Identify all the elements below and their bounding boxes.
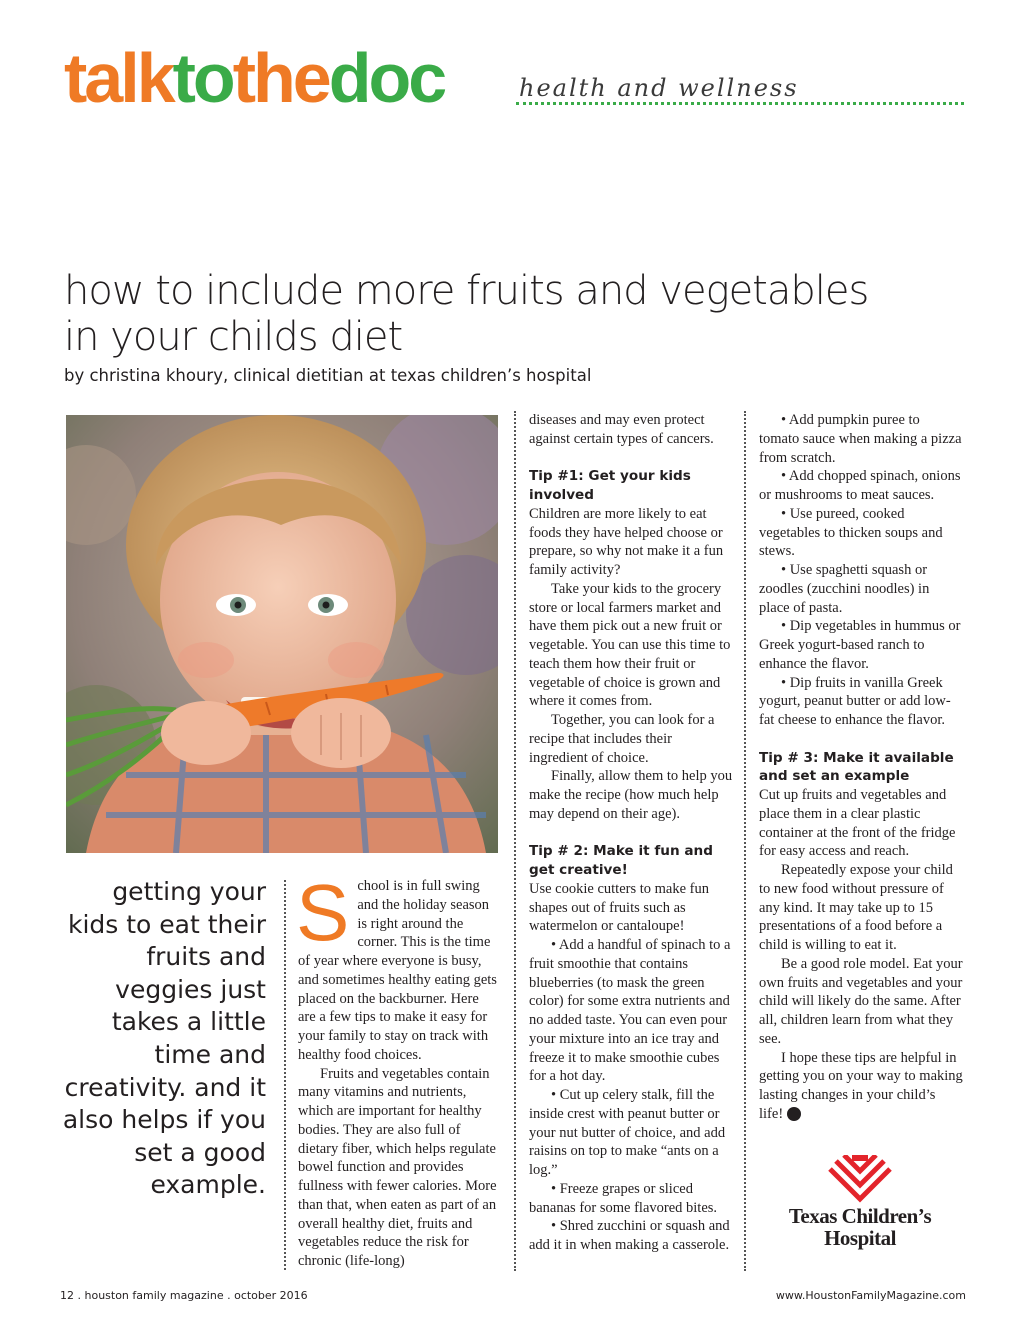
- texas-childrens-hospital-logo: [770, 1155, 950, 1265]
- body-paragraph: Fruits and vegetables contain many vitamins and nutrients, which are important for healthy bodies. They are also full of dietary fiber, which helps regulate bowel function and provides fullness with fewer calories. More than that, when eaten as part of an overall healthy diet, fruits and vegetables reduce the risk for chronic (life-long): [298, 1065, 497, 1269]
- body-paragraph: [759, 1049, 963, 1124]
- logo-name-line-2: Hospital: [824, 1226, 896, 1250]
- closing-text: I hope these tips are helpful in getting you on your way to making lasting changes in your child’s life!: [759, 1049, 963, 1122]
- body-paragraph: diseases and may even protect against certain types of cancers.: [529, 412, 714, 447]
- logo-name-line-1: Texas Children’s: [788, 1204, 932, 1228]
- bullet-item: • Add chopped spinach, onions or mushrooms to meat sauces.: [759, 468, 961, 503]
- column-divider-2: [514, 411, 516, 1271]
- texas-childrens-chevron-logo-icon: [770, 1155, 950, 1205]
- drop-cap: S: [296, 868, 350, 957]
- brand-word-to: to: [172, 39, 233, 117]
- byline: by christina khoury, clinical dietitian at texas children’s hospital: [64, 366, 592, 385]
- headline-line-2: in your childs diet: [64, 314, 403, 360]
- bullet-item: • Dip fruits in vanilla Greek yogurt, peanut butter or add low-fat cheese to enhance the flavor.: [759, 674, 951, 728]
- bullet-item: • Add a handful of spinach to a fruit smoothie that contains blueberries (to mask the green color) for some extra nutrients and no added taste. You can even pour your mixture into an ice tray and freeze it to make smoothie cubes for a hot day.: [529, 937, 731, 1085]
- pull-quote: getting your kids to eat their fruits and veggies just takes a little time and creativity. and it also helps if you set a good example.: [62, 877, 266, 1200]
- brand-word-talk: talk: [64, 39, 173, 117]
- bullet-item: • Dip vegetables in hummus or Greek yogurt-based ranch to enhance the flavor.: [759, 618, 961, 672]
- column-divider-3: [744, 411, 746, 1271]
- body-paragraph: Repeatedly expose your child to new food without pressure of any kind. It may take up to 15 presentations of a food before a child is willing to eat it.: [759, 862, 953, 953]
- header-dotted-rule: [516, 102, 964, 105]
- body-paragraph: Use cookie cutters to make fun shapes out of fruits such as watermelon or cantaloupe!: [529, 880, 709, 935]
- brand-word-doc: doc: [328, 39, 445, 117]
- body-paragraph: Finally, allow them to help you make the recipe (how much help may depend on their age).: [529, 768, 733, 822]
- body-paragraph: Children are more likely to eat foods they have helped choose or prepare, so why not make it a fun family activity?: [529, 505, 724, 578]
- body-paragraph: Be a good role model. Eat your own fruits and vegetables and your child will likely do the same. After all, children learn from what they see.: [759, 955, 963, 1047]
- article-column-3: [759, 411, 963, 1124]
- bullet-item: • Use pureed, cooked vegetables to thicken soups and stews.: [759, 505, 943, 560]
- column-divider-1: [284, 880, 286, 1270]
- tip-3-heading: Tip # 3: Make it available and set an example: [759, 749, 954, 785]
- body-paragraph: Cut up fruits and vegetables and place them in a clear plastic container at the front of the fridge for easy access and reach.: [759, 787, 956, 860]
- brand-word-the: the: [232, 39, 329, 117]
- body-paragraph: Together, you can look for a recipe that includes their ingredient of choice.: [529, 712, 715, 766]
- article-headline: [64, 268, 944, 360]
- tip-1-heading: Tip #1: Get your kids involved: [529, 468, 691, 503]
- article-column-1: [296, 868, 500, 1271]
- tip-2-heading: Tip # 2: Make it fun and get creative!: [529, 843, 713, 878]
- bullet-item: • Freeze grapes or sliced bananas for some flavored bites.: [529, 1180, 718, 1216]
- body-paragraph: Take your kids to the grocery store or local farmers market and have them pick out a new fruit or vegetable. You can use this time to teach them how their fruit or vegetable of choice is grown and where it comes from.: [529, 580, 731, 710]
- masthead: [64, 38, 964, 118]
- end-mark-icon: HF: [787, 1107, 801, 1121]
- body-paragraph: chool is in full swing and the holiday season is right around the corner. This is the time of year where everyone is busy, and sometimes healthy eating gets placed on the backburner. Here are a few tips to make it easy for your family to stay on track with healthy food choices.: [298, 878, 497, 1063]
- bullet-item: • Shred zucchini or squash and add it in when making a casserole.: [529, 1218, 730, 1253]
- headline-line-1: how to include more fruits and vegetables: [64, 268, 869, 314]
- brand-wordmark: [64, 38, 444, 118]
- bullet-item: • Add pumpkin puree to tomato sauce when making a pizza from scratch.: [759, 412, 962, 466]
- article-column-2: [529, 411, 733, 1255]
- logo-wordmark: [770, 1205, 950, 1249]
- bullet-item: • Cut up celery stalk, fill the inside crest with peanut butter or your nut butter of choice, and add raisins on top to make “ants on a log.”: [529, 1087, 726, 1178]
- page-folio: 12 . houston family magazine . october 2016: [60, 1289, 308, 1302]
- section-tag: health and wellness: [519, 74, 799, 102]
- website-url: www.HoustonFamilyMagazine.com: [775, 1289, 966, 1302]
- boy-eating-carrot-photo: [66, 415, 498, 853]
- bullet-item: • Use spaghetti squash or zoodles (zucchini noodles) in place of pasta.: [759, 562, 930, 616]
